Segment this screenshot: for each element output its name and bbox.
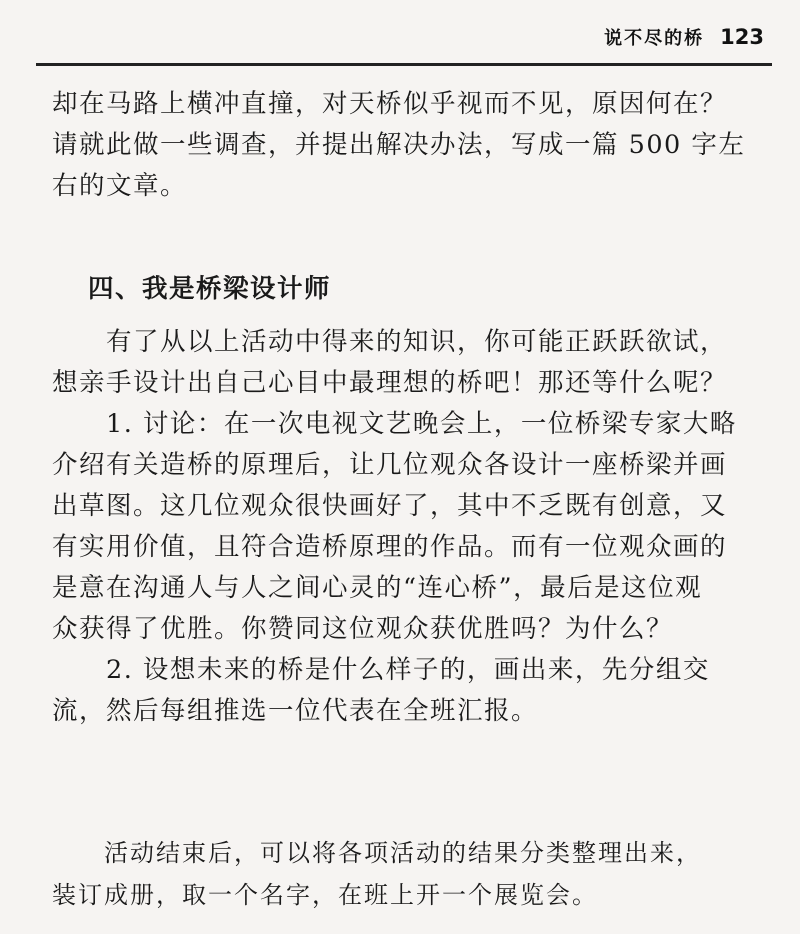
footer-paragraph: 活动结束后，可以将各项活动的结果分类整理出来， 装订成册，取一个名字，在班上开一个展览会。 xyxy=(52,839,702,909)
page-header xyxy=(604,24,764,50)
top-paragraph: 却在马路上横冲直撞，对天桥似乎视而不见，原因何在？ 请就此做一些调查，并提出解决办法，写成一篇 500 字左 右的文章。 xyxy=(52,89,746,201)
main-paragraph: 有了从以上活动中得来的知识，你可能正跃跃欲试， 想亲手设计出自己心目中最理想的桥吧！那还等什么呢？ 1. 讨论：在一次电视文艺晚会上，一位桥梁专家大略 介绍有关造桥的原理后，让几位观众各设计一座桥梁并画 出草图。这几位观众很快画好了，其中不乏既有创意，又 有实用价值，且符合造桥原理的作品。而有一位观众画的 是意在沟通人与人之间心灵的“连心桥”，最后是这位观 众获得了优胜。你赞同这位观众获优胜吗？为什么？ 2. 设想未来的桥是什么样子的，画出来，先分组交 流，然后每组推选一位代表在全班汇报。 xyxy=(52,327,737,726)
page-number: 123 xyxy=(720,25,764,49)
running-header-title: 说不尽的桥 xyxy=(604,28,705,49)
section-title: 四、我是桥梁设计师 xyxy=(88,274,332,304)
header-rule xyxy=(36,63,772,66)
